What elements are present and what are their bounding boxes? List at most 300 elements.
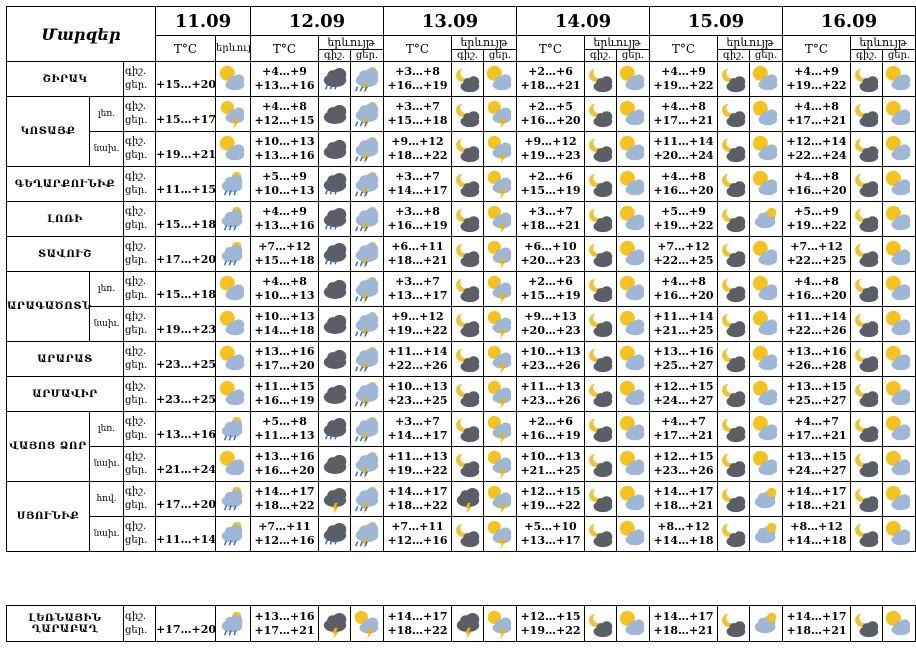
temperature: +15…+18 bbox=[156, 218, 217, 231]
temp-range bbox=[650, 62, 718, 97]
night-temp: +5…+9 bbox=[262, 170, 307, 183]
night-temp: +10…+13 bbox=[254, 135, 315, 148]
moon-cloud-icon bbox=[452, 64, 483, 94]
night-weather bbox=[718, 377, 750, 412]
day-temp: +18…+22 bbox=[387, 623, 448, 637]
region-row bbox=[7, 307, 916, 342]
sun-cloud-icon bbox=[216, 379, 250, 409]
time-of-day bbox=[124, 447, 156, 482]
night-temp: +7…+12 bbox=[258, 240, 311, 253]
night-temp: +4…+7 bbox=[794, 415, 839, 428]
day-temp: +25…+27 bbox=[786, 394, 847, 407]
night-weather bbox=[851, 272, 883, 307]
moon-cloud-icon bbox=[851, 169, 882, 199]
night-weather bbox=[585, 606, 617, 642]
sun-storm-icon bbox=[484, 204, 516, 234]
day-weather bbox=[484, 97, 517, 132]
day-temp: +15…+19 bbox=[520, 289, 581, 302]
weather-header bbox=[718, 36, 783, 50]
night-weather bbox=[851, 412, 883, 447]
night-temp: +14…+17 bbox=[653, 609, 714, 623]
day-temp: +13…+17 bbox=[387, 289, 448, 302]
night-temp: +8…+12 bbox=[657, 520, 710, 533]
night-weather bbox=[585, 412, 617, 447]
day-temp: +21…+25 bbox=[653, 324, 714, 337]
weather-header bbox=[452, 36, 517, 50]
night-weather bbox=[319, 447, 351, 482]
storm-dark-icon bbox=[319, 484, 350, 514]
night-label: գիշ. bbox=[125, 346, 147, 357]
temp-range bbox=[783, 412, 851, 447]
night-temp: +12…+14 bbox=[786, 135, 847, 148]
moon-cloud-icon bbox=[718, 484, 749, 514]
temp-range bbox=[384, 167, 452, 202]
day-temp: +18…+21 bbox=[520, 219, 581, 232]
moon-cloud-icon bbox=[851, 484, 882, 514]
night-temp: +11…+13 bbox=[520, 380, 581, 393]
night-weather bbox=[851, 167, 883, 202]
storm-cloud-icon bbox=[351, 274, 383, 304]
first-day-temp bbox=[156, 237, 216, 272]
region-label: ԿՈՏԱՅՔ bbox=[20, 126, 76, 137]
region-row bbox=[7, 272, 916, 307]
moon-cloud-icon bbox=[452, 379, 483, 409]
first-day-weather bbox=[216, 307, 251, 342]
rain-sun-icon bbox=[216, 204, 250, 234]
night-temp: +13…+16 bbox=[653, 345, 714, 358]
night-weather bbox=[452, 517, 484, 552]
day-weather bbox=[750, 272, 783, 307]
storm-cloud-icon bbox=[351, 239, 383, 269]
night-label: գիշ. bbox=[125, 486, 147, 497]
storm-cloud-icon bbox=[351, 99, 383, 129]
dark-cloud-icon bbox=[319, 274, 350, 304]
storm-dark-icon bbox=[319, 609, 350, 639]
night-temp: +3…+7 bbox=[395, 170, 440, 183]
day-temp: +18…+21 bbox=[653, 623, 714, 637]
sun-storm-icon bbox=[484, 134, 516, 164]
first-day-temp bbox=[156, 272, 216, 307]
moon-cloud-icon bbox=[851, 379, 882, 409]
day-temp: +16…+20 bbox=[786, 184, 847, 197]
day-weather bbox=[351, 97, 384, 132]
day-weather bbox=[617, 97, 650, 132]
day-temp: +19…+22 bbox=[387, 324, 448, 337]
night-weather bbox=[718, 447, 750, 482]
temp-range bbox=[251, 342, 319, 377]
first-day-temp bbox=[156, 517, 216, 552]
temp-range bbox=[517, 517, 585, 552]
subregion-label bbox=[90, 272, 124, 307]
temp-range bbox=[783, 447, 851, 482]
day-weather bbox=[750, 412, 783, 447]
night-temp: +7…+11 bbox=[258, 520, 311, 533]
moon-cloud-icon bbox=[585, 609, 616, 639]
first-day-temp bbox=[156, 62, 216, 97]
moon-cloud-icon bbox=[585, 414, 616, 444]
temp-range bbox=[251, 307, 319, 342]
temp-range bbox=[384, 132, 452, 167]
night-temp: +9…+12 bbox=[391, 310, 444, 323]
temp-range bbox=[517, 202, 585, 237]
date-label: 11.09 bbox=[174, 10, 232, 32]
moon-cloud-icon bbox=[851, 134, 882, 164]
day-temp: +19…+22 bbox=[387, 464, 448, 477]
night-weather bbox=[851, 377, 883, 412]
night-temp: +3…+7 bbox=[395, 100, 440, 113]
night-weather bbox=[319, 62, 351, 97]
first-day-temp bbox=[156, 167, 216, 202]
night-weather bbox=[585, 237, 617, 272]
rain-sun-icon bbox=[216, 484, 250, 514]
day-weather bbox=[883, 62, 916, 97]
night-weather bbox=[585, 132, 617, 167]
temperature: +13…+16 bbox=[156, 428, 217, 441]
forecast-table bbox=[6, 6, 916, 552]
storm-cloud-icon bbox=[351, 169, 383, 199]
rain-sun-icon bbox=[216, 414, 250, 444]
sun-cloud-icon bbox=[617, 309, 649, 339]
night-header-label: գիշ. bbox=[589, 50, 612, 61]
temp-range bbox=[650, 342, 718, 377]
night-weather bbox=[851, 517, 883, 552]
day-weather bbox=[750, 377, 783, 412]
day-weather bbox=[750, 517, 783, 552]
temp-range bbox=[783, 517, 851, 552]
temp-range bbox=[517, 272, 585, 307]
day-temp: +14…+18 bbox=[653, 534, 714, 547]
first-day-temp bbox=[156, 606, 216, 642]
night-temp: +2…+5 bbox=[528, 100, 573, 113]
temperature: +11…+14 bbox=[156, 533, 217, 546]
sun-cloud-icon bbox=[750, 64, 782, 94]
region-label: ԱՐԱՐԱՏ bbox=[37, 353, 93, 365]
day-temp: +20…+23 bbox=[520, 254, 581, 267]
first-day-temp bbox=[156, 377, 216, 412]
day-label: ցեր. bbox=[125, 80, 148, 91]
day-temp: +18…+21 bbox=[786, 623, 847, 637]
moon-cloud-icon bbox=[452, 519, 483, 549]
day-weather bbox=[883, 167, 916, 202]
day-weather bbox=[484, 167, 517, 202]
night-weather bbox=[585, 97, 617, 132]
temp-range bbox=[251, 482, 319, 517]
night-temp: +9…+12 bbox=[524, 135, 577, 148]
weather-header bbox=[216, 36, 251, 62]
subregion-text: նախ. bbox=[93, 319, 120, 329]
day-temp: +14…+18 bbox=[254, 324, 315, 337]
night-weather bbox=[851, 202, 883, 237]
night-temp: +11…+14 bbox=[786, 310, 847, 323]
sun-cloud-icon bbox=[216, 64, 250, 94]
night-temp: +14…+17 bbox=[786, 609, 847, 623]
temp-range bbox=[517, 606, 585, 642]
cloud-sun-icon bbox=[750, 519, 782, 549]
day-weather bbox=[750, 482, 783, 517]
first-day-weather bbox=[216, 606, 251, 642]
day-header bbox=[883, 50, 916, 62]
weather-header-label: երևույ bbox=[216, 43, 252, 54]
storm-dark-icon bbox=[452, 484, 483, 514]
day-weather bbox=[484, 377, 517, 412]
moon-cloud-icon bbox=[452, 449, 483, 479]
sun-cloud-icon bbox=[883, 204, 915, 234]
cloud-sun-icon bbox=[750, 204, 782, 234]
day-label: ցեր. bbox=[125, 624, 148, 636]
night-weather bbox=[319, 307, 351, 342]
temp-range bbox=[650, 202, 718, 237]
moon-cloud-icon bbox=[585, 134, 616, 164]
day-temp: +10…+13 bbox=[254, 289, 315, 302]
first-day-weather bbox=[216, 377, 251, 412]
moon-cloud-icon bbox=[452, 344, 483, 374]
day-header-label: ցեր. bbox=[887, 50, 911, 61]
day-weather bbox=[750, 202, 783, 237]
night-temp: +4…+8 bbox=[262, 100, 307, 113]
night-label: գիշ. bbox=[125, 66, 147, 77]
night-temp: +6…+11 bbox=[391, 240, 444, 253]
subregion-text: նախ. bbox=[93, 144, 120, 154]
temp-range bbox=[783, 97, 851, 132]
night-weather bbox=[718, 237, 750, 272]
day-temp: +23…+26 bbox=[520, 359, 581, 372]
temp-header-label: T°C bbox=[538, 41, 563, 56]
moon-cloud-icon bbox=[585, 309, 616, 339]
day-weather bbox=[351, 606, 384, 642]
night-weather bbox=[319, 272, 351, 307]
region-name bbox=[7, 606, 124, 642]
day-label: ցեր. bbox=[125, 360, 148, 371]
subregion-text: լեռ. bbox=[97, 424, 116, 434]
cloud-sun-icon bbox=[750, 484, 782, 514]
subregion-label bbox=[90, 307, 124, 342]
first-day-weather bbox=[216, 62, 251, 97]
night-weather bbox=[319, 342, 351, 377]
rain-sun-icon bbox=[216, 519, 250, 549]
moon-cloud-icon bbox=[585, 449, 616, 479]
region-label: ՍՅՈՒՆԻՔ bbox=[16, 511, 80, 522]
region-row bbox=[7, 342, 916, 377]
night-temp: +11…+14 bbox=[653, 310, 714, 323]
region-name bbox=[7, 412, 90, 482]
time-of-day bbox=[124, 307, 156, 342]
dark-cloud-icon bbox=[319, 134, 350, 164]
region-label: ԳԵՂԱՐՔՈՒՆԻՔ bbox=[14, 178, 116, 190]
night-weather bbox=[851, 132, 883, 167]
sun-cloud-icon bbox=[750, 239, 782, 269]
day-temp: +16…+19 bbox=[387, 79, 448, 92]
temp-range bbox=[783, 132, 851, 167]
first-day-temp bbox=[156, 482, 216, 517]
moon-cloud-icon bbox=[585, 64, 616, 94]
temp-range bbox=[384, 606, 452, 642]
weather-header-label: երևույթ bbox=[460, 36, 508, 49]
night-temp: +4…+8 bbox=[661, 275, 706, 288]
region-row bbox=[7, 97, 916, 132]
night-temp: +4…+8 bbox=[661, 100, 706, 113]
night-weather bbox=[718, 517, 750, 552]
night-weather bbox=[452, 377, 484, 412]
moon-cloud-icon bbox=[851, 239, 882, 269]
day-weather bbox=[883, 132, 916, 167]
weather-header bbox=[851, 36, 916, 50]
temp-range bbox=[517, 342, 585, 377]
night-temp: +10…+13 bbox=[520, 345, 581, 358]
temp-range bbox=[384, 62, 452, 97]
region-label: ԱՐՄԱՎԻՐ bbox=[32, 388, 98, 400]
night-temp: +3…+7 bbox=[528, 205, 573, 218]
date-header bbox=[783, 7, 916, 36]
temp-header bbox=[251, 36, 319, 62]
day-temp: +14…+17 bbox=[387, 429, 448, 442]
moon-cloud-icon bbox=[452, 274, 483, 304]
night-label: գիշ. bbox=[125, 311, 147, 322]
temp-header bbox=[783, 36, 851, 62]
night-weather bbox=[851, 307, 883, 342]
day-weather bbox=[750, 447, 783, 482]
sun-cloud-icon bbox=[883, 344, 915, 374]
night-temp: +9…+12 bbox=[391, 135, 444, 148]
night-weather bbox=[319, 97, 351, 132]
temp-range bbox=[783, 202, 851, 237]
day-temp: +16…+19 bbox=[387, 219, 448, 232]
day-weather bbox=[617, 237, 650, 272]
time-of-day bbox=[124, 132, 156, 167]
time-of-day bbox=[124, 377, 156, 412]
storm-cloud-icon bbox=[351, 484, 383, 514]
rain-sun-icon bbox=[216, 609, 250, 639]
temp-range bbox=[650, 237, 718, 272]
moon-cloud-icon bbox=[718, 609, 749, 639]
day-label: ցեր. bbox=[125, 500, 148, 511]
night-temp: +11…+14 bbox=[653, 135, 714, 148]
day-temp: +18…+22 bbox=[387, 499, 448, 512]
temperature: +17…+20 bbox=[156, 253, 217, 266]
night-weather bbox=[851, 342, 883, 377]
night-temp: +7…+12 bbox=[657, 240, 710, 253]
date-header bbox=[384, 7, 517, 36]
dark-cloud-icon bbox=[319, 449, 350, 479]
sun-cloud-icon bbox=[883, 169, 915, 199]
day-temp: +26…+28 bbox=[786, 359, 847, 372]
moon-cloud-icon bbox=[851, 64, 882, 94]
night-temp: +4…+7 bbox=[661, 415, 706, 428]
time-of-day bbox=[124, 167, 156, 202]
night-weather bbox=[452, 342, 484, 377]
night-weather bbox=[319, 412, 351, 447]
day-weather bbox=[617, 482, 650, 517]
temp-range bbox=[650, 412, 718, 447]
first-day-weather bbox=[216, 342, 251, 377]
region-name bbox=[7, 62, 124, 97]
temp-range bbox=[384, 482, 452, 517]
time-of-day bbox=[124, 97, 156, 132]
date-label: 15.09 bbox=[687, 10, 745, 32]
moon-cloud-icon bbox=[718, 414, 749, 444]
temp-header bbox=[650, 36, 718, 62]
day-temp: +15…+18 bbox=[254, 254, 315, 267]
day-temp: +19…+22 bbox=[786, 79, 847, 92]
region-label: ՇԻՐԱԿ bbox=[42, 73, 88, 85]
sun-storm-icon bbox=[484, 379, 516, 409]
day-temp: +24…+27 bbox=[786, 464, 847, 477]
day-weather bbox=[883, 202, 916, 237]
temp-header bbox=[384, 36, 452, 62]
sun-storm-icon bbox=[484, 99, 516, 129]
day-weather bbox=[883, 342, 916, 377]
night-weather bbox=[452, 606, 484, 642]
day-temp: +16…+20 bbox=[653, 289, 714, 302]
night-temp: +13…+15 bbox=[786, 380, 847, 393]
sun-storm-icon bbox=[484, 484, 516, 514]
moon-cloud-icon bbox=[851, 99, 882, 129]
night-temp: +13…+16 bbox=[786, 345, 847, 358]
day-temp: +16…+19 bbox=[254, 394, 315, 407]
day-weather bbox=[484, 62, 517, 97]
first-day-weather bbox=[216, 237, 251, 272]
night-weather bbox=[718, 272, 750, 307]
day-header bbox=[351, 50, 384, 62]
karabakh-table bbox=[6, 605, 916, 642]
day-temp: +13…+17 bbox=[520, 534, 581, 547]
temp-range bbox=[517, 62, 585, 97]
weather-header-label: երևույթ bbox=[327, 36, 375, 49]
temp-range bbox=[650, 447, 718, 482]
day-temp: +18…+21 bbox=[786, 499, 847, 512]
moon-cloud-icon bbox=[718, 449, 749, 479]
night-temp: +4…+9 bbox=[262, 65, 307, 78]
day-weather bbox=[484, 272, 517, 307]
first-day-temp bbox=[156, 412, 216, 447]
day-label: ցեր. bbox=[125, 255, 148, 266]
subregion-label bbox=[90, 482, 124, 517]
region-label: ԼԵՌՆԱՅԻՆ ՂԱՐԱԲԱՂ bbox=[28, 612, 102, 635]
moon-cloud-icon bbox=[452, 414, 483, 444]
day-weather bbox=[750, 307, 783, 342]
rain-cloud-icon bbox=[319, 204, 350, 234]
sun-storm-icon bbox=[351, 609, 383, 639]
night-weather bbox=[452, 167, 484, 202]
sun-storm-icon bbox=[484, 169, 516, 199]
moon-cloud-icon bbox=[851, 609, 882, 639]
moon-cloud-icon bbox=[851, 274, 882, 304]
day-weather bbox=[484, 447, 517, 482]
day-weather bbox=[351, 167, 384, 202]
night-temp: +14…+17 bbox=[387, 485, 448, 498]
night-temp: +4…+8 bbox=[262, 275, 307, 288]
time-of-day bbox=[124, 237, 156, 272]
sun-cloud-icon bbox=[617, 484, 649, 514]
temp-range bbox=[251, 606, 319, 642]
day-weather bbox=[484, 517, 517, 552]
temp-range bbox=[783, 307, 851, 342]
day-temp: +16…+20 bbox=[653, 184, 714, 197]
date-header bbox=[156, 7, 251, 36]
sun-cloud-icon bbox=[883, 484, 915, 514]
temp-range bbox=[251, 517, 319, 552]
subregion-text: նախ. bbox=[93, 529, 120, 539]
night-weather bbox=[319, 202, 351, 237]
night-weather bbox=[718, 202, 750, 237]
day-temp: +17…+21 bbox=[786, 114, 847, 127]
temp-range bbox=[384, 412, 452, 447]
sun-cloud-icon bbox=[750, 99, 782, 129]
temperature: +23…+25 bbox=[156, 358, 217, 371]
night-weather bbox=[452, 307, 484, 342]
night-weather bbox=[585, 342, 617, 377]
day-weather bbox=[617, 272, 650, 307]
night-temp: +3…+8 bbox=[395, 205, 440, 218]
